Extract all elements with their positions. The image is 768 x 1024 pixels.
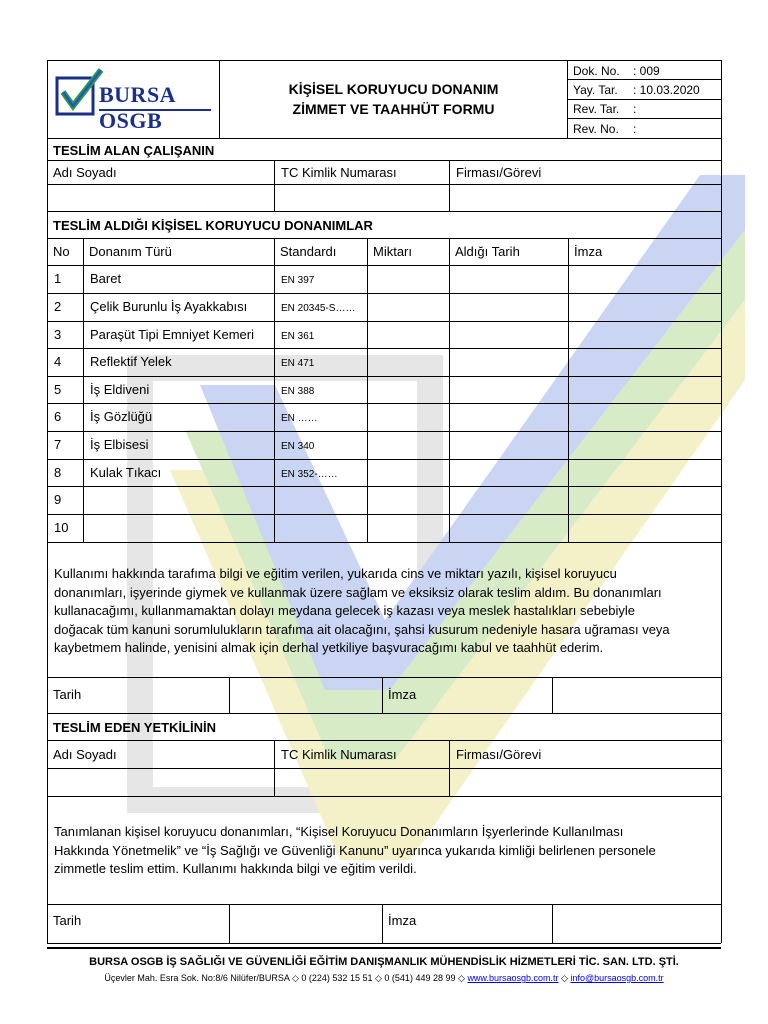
row-sign-field[interactable]: [569, 404, 720, 430]
declaration-line: kaybetmem halinde, yenisini almak için derhal yetkiliye başvuracağımı kabul ve taahhüt ederim.: [54, 640, 604, 655]
publish-date-label: Yay. Tar.: [573, 83, 618, 97]
rev-date-label: Rev. Tar.: [573, 102, 620, 116]
row-quantity-field[interactable]: [368, 432, 448, 458]
statement-line: zimmetle teslim ettim. Kullanımı hakkında bilgi ve eğitim verildi.: [54, 861, 417, 876]
row-quantity-field[interactable]: [368, 377, 448, 402]
checkmark-icon: [55, 66, 105, 116]
row-no: 7: [54, 437, 62, 452]
row-date-field[interactable]: [450, 487, 567, 513]
row-standard: EN 20345-S……: [281, 303, 356, 314]
logo-text: BURSA OSGB: [99, 82, 175, 133]
receiver-name-header: Adı Soyadı: [53, 165, 117, 180]
declaration-line: Kullanımı hakkında tarafıma bilgi ve eğitim verilen, yukarıda cins ve miktarı yazılı, kişisel koruyucu: [54, 566, 617, 581]
row-standard: EN 388: [281, 386, 315, 397]
row-sign-field[interactable]: [569, 432, 720, 458]
receiver-company-header: Firması/Görevi: [456, 165, 542, 180]
row-equipment-type: Çelik Burunlu İş Ayakkabısı: [90, 299, 248, 314]
footer-email-link[interactable]: info@bursaosgb.com.tr: [570, 973, 664, 983]
footer-company-name: BURSA OSGB İŞ SAĞLIĞI VE GÜVENLİĞİ EĞİTİM DANIŞMANLIK MÜHENDİSLİK HİZMETLERİ TİC. SAN. LTD. ŞTİ.: [89, 956, 679, 968]
receiver-name-field[interactable]: [48, 185, 273, 210]
row-date-field[interactable]: [450, 377, 567, 402]
col-no-header: No: [53, 244, 70, 259]
equipment-section-title: TESLİM ALDIĞI KİŞİSEL KORUYUCU DONANIMLAR: [53, 218, 373, 233]
deliverer-sign-field[interactable]: [553, 905, 720, 942]
row-no: 1: [54, 271, 62, 286]
footer-address: Üçevler Mah. Esra Sok. No:8/6 Nilüfer/BURSA: [104, 973, 290, 983]
footer-phone1: 0 (224) 532 15 51: [301, 973, 373, 983]
footer-contact: [20, 970, 748, 986]
deliverer-date-field[interactable]: [230, 905, 381, 942]
rev-no-label: Rev. No.: [573, 122, 619, 136]
receiver-sign-field[interactable]: [553, 678, 720, 712]
row-quantity-field[interactable]: [368, 404, 448, 430]
deliverer-section-title: TESLİM EDEN YETKİLİNİN: [53, 720, 216, 735]
col-quantity-header: Miktarı: [373, 244, 412, 259]
row-standard: EN ……: [281, 413, 318, 424]
receiver-company-field[interactable]: [450, 185, 720, 210]
rev-no-value: :: [633, 122, 637, 136]
row-sign-field[interactable]: [569, 460, 720, 485]
col-type-header: Donanım Türü: [89, 244, 172, 259]
publish-date-value: : 10.03.2020: [633, 83, 700, 97]
col-date-header: Aldığı Tarih: [455, 244, 520, 259]
separator-icon: ◇: [291, 973, 299, 983]
row-equipment-type: İş Gözlüğü: [90, 409, 153, 424]
row-date-field[interactable]: [450, 432, 567, 458]
row-equipment-type: Kulak Tıkacı: [90, 465, 162, 480]
company-logo: [55, 66, 215, 132]
row-equipment-type: İş Elbisesi: [90, 437, 149, 452]
row-equipment-type: İş Eldiveni: [90, 382, 150, 397]
row-no: 5: [54, 382, 62, 397]
form-title-line1: KİŞİSEL KORUYUCU DONANIM: [288, 81, 499, 97]
row-no: 2: [54, 299, 62, 314]
form-title-line2: ZİMMET VE TAAHHÜT FORMU: [292, 101, 495, 117]
row-sign-field[interactable]: [569, 266, 720, 292]
declaration-text: [54, 565, 714, 658]
footer-website-link[interactable]: www.bursaosgb.com.tr: [467, 973, 559, 983]
declaration-line: kullanacağımı, kullanmamaktan dolayı meydana gelecek iş kazası veya meslek hastalıkları sebebiyle: [54, 603, 635, 618]
deliverer-date-label: Tarih: [53, 913, 82, 928]
declaration-line: donanımları, işyerinde giymek ve kullanmak üzere sağlam ve eksiksiz olarak teslim aldım. Bu donanımları: [54, 584, 662, 600]
separator-icon: ◇: [458, 973, 465, 983]
deliverer-company-header: Firması/Görevi: [456, 747, 542, 762]
row-standard: EN 352-……: [281, 469, 338, 480]
row-sign-field[interactable]: [569, 294, 720, 320]
statement-line: Tanımlanan kişisel koruyucu donanımları, “Kişisel Koruyucu Donanımların İşyerlerinde Kullanılması: [54, 824, 624, 839]
row-sign-field[interactable]: [569, 515, 720, 541]
row-date-field[interactable]: [450, 460, 567, 485]
row-no: 8: [54, 465, 62, 480]
row-quantity-field[interactable]: [368, 487, 448, 513]
row-date-field[interactable]: [450, 322, 567, 347]
row-date-field[interactable]: [450, 349, 567, 375]
row-quantity-field[interactable]: [368, 322, 448, 347]
deliverer-sign-label: İmza: [388, 913, 417, 928]
row-standard: EN 471: [281, 358, 315, 369]
row-no: 3: [54, 327, 62, 342]
row-quantity-field[interactable]: [368, 460, 448, 485]
receiver-section-title: TESLİM ALAN ÇALIŞANIN: [53, 143, 215, 158]
doc-no-label: Dok. No.: [573, 64, 620, 78]
row-sign-field[interactable]: [569, 322, 720, 347]
row-no: 6: [54, 409, 62, 424]
declaration-line: doğacak tüm kanuni sorumlulukların tarafıma ait olacağını, şahsi kusurum nedeniyle hasara uğraması veya: [54, 621, 670, 637]
row-standard: EN 361: [281, 331, 315, 342]
receiver-tc-header: TC Kimlik Numarası: [281, 165, 397, 180]
row-no: 10: [54, 520, 69, 535]
row-quantity-field[interactable]: [368, 349, 448, 375]
col-standard-header: Standardı: [280, 244, 337, 259]
row-sign-field[interactable]: [569, 377, 720, 402]
separator-icon: ◇: [374, 973, 382, 983]
row-date-field[interactable]: [450, 294, 567, 320]
row-date-field[interactable]: [450, 515, 567, 541]
receiver-sign-label: İmza: [388, 687, 417, 702]
deliverer-tc-field[interactable]: [275, 769, 448, 795]
row-standard: EN 340: [281, 441, 315, 452]
deliverer-tc-header: TC Kimlik Numarası: [281, 747, 397, 762]
row-no: 9: [54, 492, 62, 507]
statement-line: Hakkında Yönetmelik” ve “İş Sağlığı ve Güvenliği Kanunu” uyarınca yukarıda kimliği belirlenen personele: [54, 842, 656, 858]
row-quantity-field[interactable]: [368, 294, 448, 320]
row-no: 4: [54, 354, 62, 369]
footer-phone2: 0 (541) 449 28 99: [384, 973, 456, 983]
row-standard: EN 397: [281, 275, 315, 286]
receiver-tc-field[interactable]: [275, 185, 448, 210]
receiver-date-label: Tarih: [53, 687, 82, 702]
row-date-field[interactable]: [450, 266, 567, 292]
row-sign-field[interactable]: [569, 487, 720, 513]
row-quantity-field[interactable]: [368, 266, 448, 292]
deliverer-statement: [54, 823, 714, 879]
row-equipment-type: Paraşüt Tipi Emniyet Kemeri: [90, 327, 255, 342]
rev-date-value: :: [633, 102, 637, 116]
separator-icon: ◇: [561, 973, 568, 983]
doc-no-value: : 009: [633, 64, 660, 78]
row-equipment-type: Reflektif Yelek: [90, 354, 172, 369]
deliverer-company-field[interactable]: [450, 769, 720, 795]
deliverer-name-field[interactable]: [48, 769, 273, 795]
receiver-date-field[interactable]: [230, 678, 381, 712]
row-equipment-type: Baret: [90, 271, 122, 286]
row-date-field[interactable]: [450, 404, 567, 430]
row-sign-field[interactable]: [569, 349, 720, 375]
deliverer-name-header: Adı Soyadı: [53, 747, 117, 762]
row-quantity-field[interactable]: [368, 515, 448, 541]
col-sign-header: İmza: [574, 244, 603, 259]
